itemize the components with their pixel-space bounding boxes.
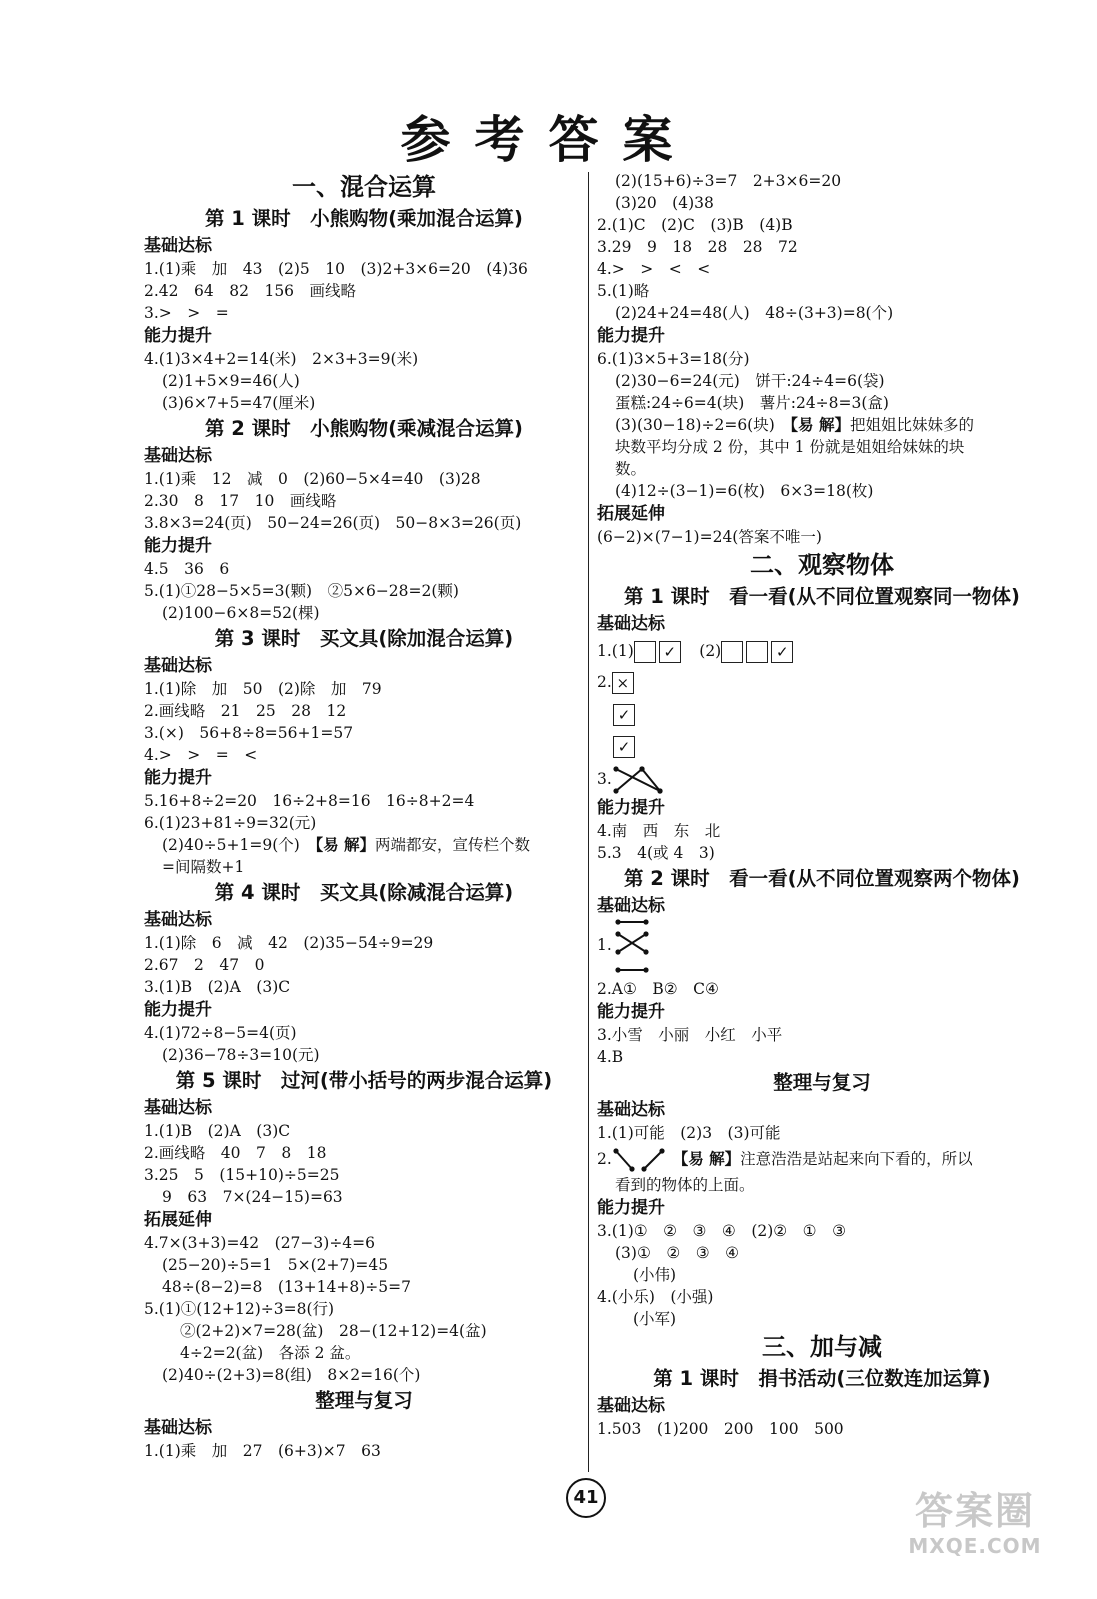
answer-line: (3)① ② ③ ④ <box>615 1244 740 1262</box>
answer-line: ②(2+2)×7=28(盆) 28−(12+12)=4(盆) <box>180 1322 487 1340</box>
answer-line <box>597 666 1047 698</box>
answer-line: 5.16+8÷2=20 16÷2+8=16 16÷8+2=4 <box>144 792 475 810</box>
section-heading: 基础达标 <box>144 446 212 466</box>
lesson-heading: 整理与复习 <box>315 1389 413 1412</box>
answer-text: 1. <box>597 936 612 954</box>
section-heading: 基础达标 <box>597 1100 665 1120</box>
chapter-heading: 二、观察物体 <box>750 551 894 579</box>
answer-line: 2.A① B② C④ <box>597 980 719 998</box>
answer-line: 5.(1)①28−5×5=3(颗) ②5×6−28=2(颗) <box>144 582 459 600</box>
section-heading: 能力提升 <box>597 326 665 346</box>
lesson-heading: 第 1 课时 看一看(从不同位置观察同一物体) <box>624 585 1020 608</box>
answer-line: 2.42 64 82 156 画线略 <box>144 282 357 300</box>
section-heading: 基础达标 <box>144 236 212 256</box>
answer-line <box>144 834 584 856</box>
answer-line: 3.(1)① ② ③ ④ (2)② ① ③ <box>597 1222 846 1240</box>
answer-line: 3.小雪 小丽 小红 小平 <box>597 1026 783 1044</box>
column-divider <box>588 172 589 1472</box>
section-heading: 能力提升 <box>144 536 212 556</box>
lesson-heading: 第 1 课时 捐书活动(三位数连加运算) <box>653 1367 991 1390</box>
answer-text: 1.(1) <box>597 642 634 660</box>
answer-line: 3.8×3=24(页) 50−24=26(页) 50−8×3=26(页) <box>144 514 522 532</box>
answer-line: 3.25 5 (15+10)÷5=25 <box>144 1166 340 1184</box>
answer-line: 1.(1)B (2)A (3)C <box>144 1122 291 1140</box>
answer-line: 2.画线略 21 25 28 12 <box>144 702 347 720</box>
answer-line: 3.(1)B (2)A (3)C <box>144 978 291 996</box>
answer-line: 1.503 (1)200 200 100 500 <box>597 1420 844 1438</box>
answer-line: 4.B <box>597 1048 624 1066</box>
answer-line: 4÷2=2(盆) 各添 2 盆。 <box>180 1344 361 1362</box>
answer-line: (3)6×7+5=47(厘米) <box>162 394 316 412</box>
answer-box <box>634 641 656 663</box>
answer-text: 3. <box>597 770 612 788</box>
answer-text: 2. <box>597 1150 612 1168</box>
answer-line: 4.(1)3×4+2=14(米) 2×3+3=9(米) <box>144 350 419 368</box>
matching-lines-icon <box>612 1147 668 1173</box>
answer-line <box>597 730 1047 762</box>
answer-line: (2)40÷(2+3)=8(组) 8×2=16(个) <box>162 1366 421 1384</box>
answer-line <box>597 1144 1047 1174</box>
answer-line: 2.(1)C (2)C (3)B (4)B <box>597 216 793 234</box>
section-heading: 能力提升 <box>144 326 212 346</box>
answer-box <box>721 641 743 663</box>
lesson-heading: 第 2 课时 看一看(从不同位置观察两个物体) <box>624 867 1020 890</box>
answer-line: 4.(1)72÷8−5=4(页) <box>144 1024 297 1042</box>
answer-line: =间隔数+1 <box>162 858 245 876</box>
answer-line: 2.画线略 40 7 8 18 <box>144 1144 327 1162</box>
section-heading: 基础达标 <box>597 1396 665 1416</box>
page-number: 41 <box>566 1478 606 1518</box>
answer-line: 6.(1)3×5+3=18(分) <box>597 350 750 368</box>
lesson-heading: 整理与复习 <box>773 1071 871 1094</box>
page-title: 参考答案 <box>400 111 697 169</box>
answer-line: (25−20)÷5=1 5×(2+7)=45 <box>162 1256 389 1274</box>
answer-line: 1.(1)乘 加 43 (2)5 10 (3)2+3×6=20 (4)36 <box>144 260 528 278</box>
tip-text: 注意浩浩是站起来向下看的，所以 <box>740 1150 973 1168</box>
answer-text: (3)(30−18)÷2=6(块) <box>615 416 775 434</box>
answer-line: (2)1+5×9=46(人) <box>162 372 300 390</box>
answer-line: (2)30−6=24(元) 饼干:24÷4=6(袋) <box>615 372 885 390</box>
matching-lines-icon <box>612 765 666 795</box>
matching-lines-icon <box>612 918 652 974</box>
lesson-heading: 第 5 课时 过河(带小括号的两步混合运算) <box>175 1069 553 1092</box>
section-heading: 能力提升 <box>144 1000 212 1020</box>
answer-line: (2)100−6×8=52(棵) <box>162 604 320 622</box>
section-heading: 基础达标 <box>144 1098 212 1118</box>
answer-line: 2.30 8 17 10 画线略 <box>144 492 337 510</box>
answer-line: 1.(1)除 加 50 (2)除 加 79 <box>144 680 382 698</box>
answer-box <box>746 641 768 663</box>
answer-line: 1.(1)可能 (2)3 (3)可能 <box>597 1124 781 1142</box>
answer-line: 4.> > = < <box>144 746 258 764</box>
answer-box: ✓ <box>613 704 635 726</box>
tip-text: 把姐姐比妹妹多的 <box>849 416 974 434</box>
tip-text: 两端都安，宣传栏个数 <box>375 836 531 854</box>
answer-line: (2)36−78÷3=10(元) <box>162 1046 320 1064</box>
left-column <box>144 170 584 1462</box>
answer-line: 块数平均分成 2 份，其中 1 份就是姐姐给妹妹的块 <box>615 438 965 456</box>
right-column <box>597 170 1047 1440</box>
lesson-heading: 第 3 课时 买文具(除加混合运算) <box>214 627 514 650</box>
answer-line: (3)20 (4)38 <box>615 194 714 212</box>
answer-line: 6.(1)23+81÷9=32(元) <box>144 814 317 832</box>
section-heading: 基础达标 <box>144 656 212 676</box>
answer-line: 3.29 9 18 28 28 72 <box>597 238 798 256</box>
answer-line: (4)12÷(3−1)=6(枚) 6×3=18(枚) <box>615 482 874 500</box>
answer-line: 数。 <box>615 460 647 478</box>
answer-line: 看到的物体的上面。 <box>615 1176 755 1194</box>
answer-text: (2) <box>699 642 722 660</box>
watermark-logo: 答案圈 MXQE.COM <box>908 1489 1042 1558</box>
lesson-heading: 第 1 课时 小熊购物(乘加混合运算) <box>205 207 523 230</box>
answer-line: 蛋糕:24÷6=4(块) 薯片:24÷8=3(盒) <box>615 394 889 412</box>
tip-label: 【易 解】 <box>315 835 375 854</box>
answer-line: 4.(小乐) (小强) <box>597 1288 714 1306</box>
section-heading: 基础达标 <box>144 1418 212 1438</box>
answer-line: 1.(1)除 6 减 42 (2)35−54÷9=29 <box>144 934 434 952</box>
section-heading: 基础达标 <box>597 896 665 916</box>
answer-line: 3.> > = <box>144 304 229 322</box>
answer-text: 2. <box>597 673 612 691</box>
answer-box: ✓ <box>659 641 681 663</box>
section-heading: 能力提升 <box>597 1002 665 1022</box>
answer-line: (2)(15+6)÷3=7 2+3×6=20 <box>615 172 842 190</box>
chapter-heading: 三、加与减 <box>762 1333 882 1361</box>
answer-line <box>597 414 1047 436</box>
section-heading: 能力提升 <box>144 768 212 788</box>
answer-line: 3.(×) 56+8÷8=56+1=57 <box>144 724 354 742</box>
section-heading: 能力提升 <box>597 1198 665 1218</box>
answer-box: ✓ <box>613 736 635 758</box>
tip-label: 【易 解】 <box>672 1149 741 1168</box>
answer-text: (2)40÷5+1=9(个) <box>162 836 300 854</box>
answer-line: 4.5 36 6 <box>144 560 230 578</box>
answer-line <box>597 636 1047 666</box>
answer-line <box>597 918 1047 978</box>
section-heading: 基础达标 <box>597 614 665 634</box>
answer-line: 9 63 7×(24−15)=63 <box>162 1188 343 1206</box>
answer-line: (小军) <box>633 1310 677 1328</box>
lesson-heading: 第 2 课时 小熊购物(乘减混合运算) <box>205 417 523 440</box>
section-heading: 拓展延伸 <box>597 504 665 524</box>
answer-line <box>597 698 1047 730</box>
answer-line: 5.(1)略 <box>597 282 650 300</box>
section-heading: 基础达标 <box>144 910 212 930</box>
answer-line: (6−2)×(7−1)=24(答案不唯一) <box>597 528 822 546</box>
chapter-heading: 一、混合运算 <box>292 173 436 201</box>
section-heading: 拓展延伸 <box>144 1210 212 1230</box>
answer-line: 1.(1)乘 加 27 (6+3)×7 63 <box>144 1442 381 1460</box>
tip-label: 【易 解】 <box>790 415 850 434</box>
answer-line <box>597 762 1047 796</box>
answer-line: 4.7×(3+3)=42 (27−3)÷4=6 <box>144 1234 376 1252</box>
answer-box: × <box>612 672 634 694</box>
answer-line: 4.南 西 东 北 <box>597 822 721 840</box>
answer-line: 2.67 2 47 0 <box>144 956 265 974</box>
answer-line: 48÷(8−2)=8 (13+14+8)÷5=7 <box>162 1278 411 1296</box>
answer-line: (小伟) <box>633 1266 677 1284</box>
section-heading: 能力提升 <box>597 798 665 818</box>
answer-box: ✓ <box>771 641 793 663</box>
answer-line: 5.(1)①(12+12)÷3=8(行) <box>144 1300 335 1318</box>
answer-line: 5.3 4(或 4 3) <box>597 844 715 862</box>
answer-line: 1.(1)乘 12 减 0 (2)60−5×4=40 (3)28 <box>144 470 481 488</box>
answer-line: (2)24+24=48(人) 48÷(3+3)=8(个) <box>615 304 894 322</box>
answer-line: 4.> > < < <box>597 260 711 278</box>
lesson-heading: 第 4 课时 买文具(除减混合运算) <box>214 881 514 904</box>
